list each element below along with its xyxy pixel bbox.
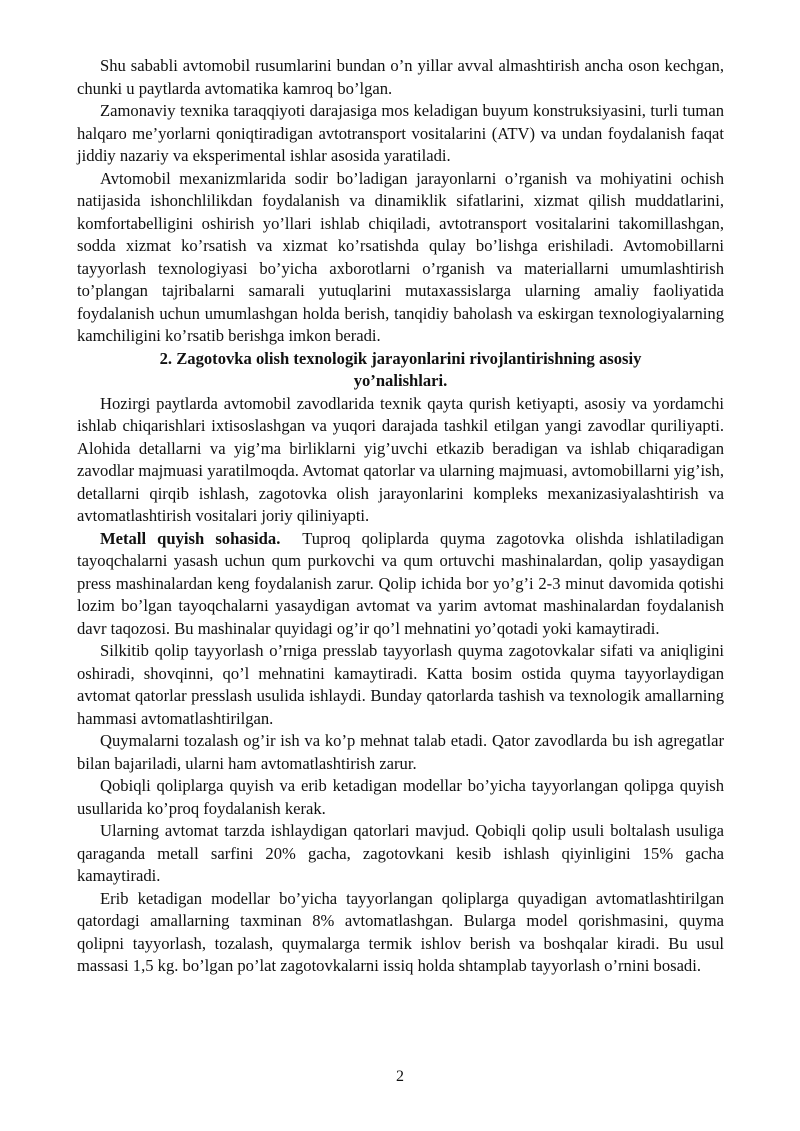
paragraph-9: Erib ketadigan modellar bo’yicha tayyorlangan qoliplarga quyadigan avtomatlashtirilgan qatordagi amallarning taxminan 8% avtomatlashgan. Bularga model qorishmasini, quyma qolipni tayyorlash, tozalash, quymalarga termik ishlov berish va boshqalar kiradi. Bu usul massasi 1,5 kg. bo’lgan po’lat zagotovkalarni issiq holda shtamplab tayyorlash o’rnini bosadi. [77, 888, 724, 975]
metal-casting-lead: Metall quyish sohasida. [100, 528, 281, 548]
paragraph-6: Quymalarni tozalash og’ir ish va ko’p mehnat talab etadi. Qator zavodlarda bu ish agregatlar bilan bajariladi, ularni ham avtomatlashtirish zarur. [77, 731, 724, 773]
paragraph-1: Shu sababli avtomobil rusumlarini bundan o’n yillar avval almashtirish ancha oson kechgan, chunki u paytlarda avtomatika kamroq bo’lgan. [77, 56, 724, 98]
paragraph-metal-casting [77, 528, 724, 641]
paragraph-2: Zamonaviy texnika taraqqiyoti darajasiga mos keladigan buyum konstruksiyasini, turli tuman halqaro me’yorlarni qoniqtiradigan avtotransport vositalarini (ATV) va undan foydalanish faqat jiddiy nazariy va eksperimental ishlar asosida yaratiladi. [77, 101, 724, 165]
section-heading [77, 348, 724, 393]
paragraph-4: Hozirgi paytlarda avtomobil zavodlarida texnik qayta qurish ketiyapti, asosiy va yordamchi ishlab chiqarishlari ixtisoslashgan va yuqori darajada tashkil etilgan yangi zavodlar quriliyapti. Alohida detallarni va yig’ma birliklarni yig’uvchi etkazib beradigan va ishlab chiqaradigan zavodlar majmuasi yaratilmoqda. Avtomat qatorlar va ularning majmuasi, avtomobillarni yig’ish, detallarni qirqib ishlash, zagotovka olish jarayonlarini kompleks mexanizasiyalashtirish va avtomatlashtirish vositalari joriy qiliniyapti. [77, 393, 724, 525]
paragraph-3: Avtomobil mexanizmlarida sodir bo’ladigan jarayonlarni o’rganish va mohiyatini ochish natijasida ishonchlilikdan foydalanish va dinamiklik sifatlarini, xizmat qilish muddatlarini, komfortabelligini oshirish yo’llari ishlab chiqiladi, avtotransport vositalarini takomillashgan, sodda xizmat ko’rsatish va xizmat ko’rsatishda qulay bo’lishga erishiladi. Avtomobillarni tayyorlash texnologiyasi bo’yicha axborotlarni o’rganish va materiallarni umumlashtirish to’plangan tajribalarni samarali yutuqlarini mutaxassislarga ularning amaliy faoliyatida foydalanish uchun umumlashgan holda berish, tanqidiy baholash va eskirgan texnologiyalarning kamchiligini ko’rsatib berishga imkon beradi. [77, 168, 724, 345]
metal-casting-text: Tuproq qoliplarda quyma zagotovka olishda ishlatiladigan tayoqchalarni yasash uchun qum purkovchi va qum ortuvchi mashinalardan, qolip yasaydigan press mashinalardan keng foydalanish zarur. Qolip ichida bor yo’g’i 2-3 minut davomida qotishi lozim bo’lgan tayoqchalarni yasaydigan avtomat va yarim avtomat mashinalardan foydalanish davr taqozosi. Bu mashinalar quyidagi og’ir qo’l mehnatini yo’qotadi yoki kamaytiradi. [77, 528, 724, 638]
section-heading-line-1: 2. Zagotovka olish texnologik jarayonlarini rivojlantirishning asosiy [159, 348, 642, 368]
paragraph-8: Ularning avtomat tarzda ishlaydigan qatorlari mavjud. Qobiqli qolip usuli boltalash usuliga qaraganda metall sarfini 20% gacha, zagotovkani kesib ishlash qiyinligini 15% gacha kamaytiradi. [77, 821, 724, 885]
paragraph-5: Silkitib qolip tayyorlash o’rniga presslab tayyorlash quyma zagotovkalar sifati va aniqligini oshiradi, shovqinni, qo’l mehnatini kamaytiradi. Katta bosim ostida quyma tayyorlaydigan avtomat qatorlar presslash usulida ishlaydi. Bunday qatorlarda tashish va texnologik amallarning hammasi avtomatlashtirilgan. [77, 641, 724, 728]
section-heading-line-2: yo’nalishlari. [353, 371, 448, 390]
page-number: 2 [396, 1068, 404, 1085]
paragraph-7: Qobiqli qoliplarga quyish va erib ketadigan modellar bo’yicha tayyorlangan qolipga quyish usullarida ko’proq foydalanish kerak. [77, 776, 724, 818]
